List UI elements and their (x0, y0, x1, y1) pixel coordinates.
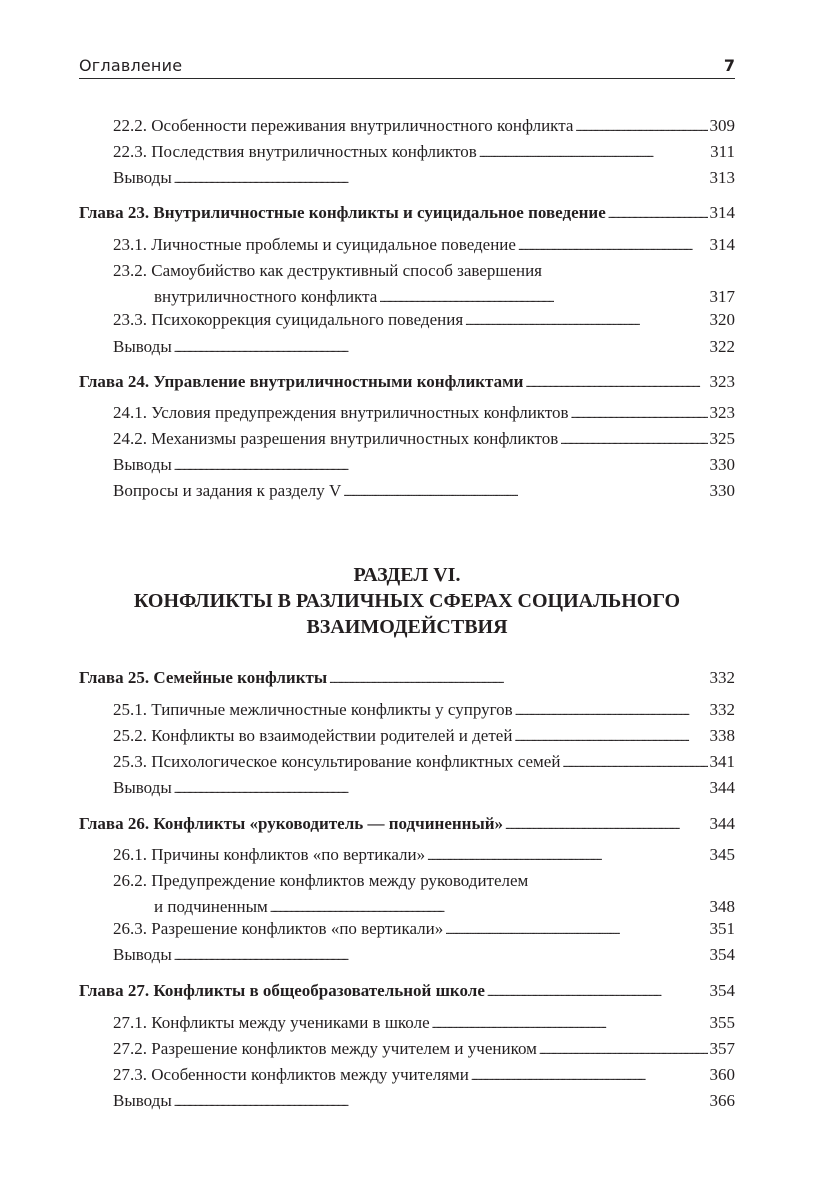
toc-entry (113, 699, 735, 723)
toc-entry-page: 313 (709, 168, 735, 187)
toc-entry-title: 25.3. Психологическое консультирование конфликтных семей (113, 752, 561, 771)
toc-entry-title-continued: и подчиненным (154, 897, 268, 916)
toc-entry-page: 309 (709, 116, 735, 135)
dot-leader (329, 669, 707, 691)
toc-entry-title: Вопросы и задания к разделу V (113, 481, 342, 500)
toc-chapter (79, 371, 735, 395)
running-head-title: Оглавление (79, 56, 183, 75)
toc-entry (113, 309, 735, 333)
toc-entry (113, 234, 735, 258)
toc-entry-title: 27.2. Разрешение конфликтов между учителем и учеником (113, 1039, 537, 1058)
toc-entry-page: 330 (709, 455, 735, 474)
toc-chapter-title: Глава 27. Конфликты в общеобразовательной школе (79, 981, 485, 1000)
dot-leader (174, 946, 708, 968)
toc-entry-page: 344 (709, 778, 735, 797)
toc-entry-page: 355 (709, 1013, 735, 1032)
toc-entry-two-line (113, 260, 735, 310)
toc-entry (113, 336, 735, 360)
dot-leader (343, 482, 707, 504)
toc-entry-page: 320 (709, 310, 735, 329)
section-title (79, 562, 735, 640)
dot-leader (562, 753, 707, 775)
toc-entry-page: 348 (709, 897, 735, 916)
toc-entry-title: 27.1. Конфликты между учениками в школе (113, 1013, 430, 1032)
toc-entry-page: 314 (709, 235, 735, 254)
toc-entry-title: 25.2. Конфликты во взаимодействии родителей и детей (113, 726, 513, 745)
toc-entry-page: 338 (709, 726, 735, 745)
toc-entry-page: 354 (709, 981, 735, 1000)
dot-leader (174, 338, 708, 360)
page-number: 7 (723, 56, 735, 75)
toc-entry-page: 330 (709, 481, 735, 500)
section-title-line: ВЗАИМОДЕЙСТВИЯ (306, 616, 508, 638)
toc-entry-page: 332 (709, 668, 735, 687)
toc-entry (113, 141, 735, 165)
dot-leader (575, 117, 707, 139)
toc-chapter-title: Глава 23. Внутриличностные конфликты и суицидальное поведение (79, 203, 606, 222)
dot-leader (539, 1040, 708, 1062)
dot-leader (608, 204, 708, 226)
toc-entry-title: 27.3. Особенности конфликтов между учителями (113, 1065, 469, 1084)
dot-leader (465, 311, 707, 333)
toc-entry-page: 317 (709, 287, 735, 306)
toc-entry-two-line (113, 870, 735, 920)
section-title-line: КОНФЛИКТЫ В РАЗЛИЧНЫХ СФЕРАХ СОЦИАЛЬНОГО (133, 590, 681, 612)
toc-entry-page: 360 (709, 1065, 735, 1084)
dot-leader (487, 982, 708, 1004)
toc-entry-page: 325 (709, 429, 735, 448)
toc-entry-page: 332 (709, 700, 735, 719)
toc-entry-page: 323 (709, 403, 735, 422)
dot-leader (174, 1092, 708, 1114)
dot-leader (518, 236, 708, 258)
toc-entry (113, 402, 735, 426)
toc-entry-page: 344 (709, 814, 735, 833)
toc-entry-page: 314 (709, 203, 735, 222)
toc-chapter (79, 667, 735, 691)
toc-entry-title: Выводы (113, 337, 172, 356)
toc-entry-title: 26.2. Предупреждение конфликтов между руководителем (113, 871, 529, 890)
toc-entry-title: Выводы (113, 168, 172, 187)
dot-leader (515, 701, 708, 723)
toc-entry (113, 777, 735, 801)
toc-entry-title: Выводы (113, 778, 172, 797)
toc-chapter-title: Глава 24. Управление внутриличностными конфликтами (79, 372, 524, 391)
dot-leader (560, 430, 707, 452)
toc-entry (113, 844, 735, 868)
toc-entry (113, 454, 735, 478)
dot-leader (479, 143, 708, 165)
toc-entry (113, 1064, 735, 1088)
toc-entry (113, 115, 735, 139)
dot-leader (270, 898, 708, 920)
toc-entry-title: 24.2. Механизмы разрешения внутриличностных конфликтов (113, 429, 559, 448)
toc-entry-title: 23.1. Личностные проблемы и суицидальное поведение (113, 235, 516, 254)
dot-leader (571, 404, 708, 426)
toc-entry-page: 366 (709, 1091, 735, 1110)
toc-entry (113, 725, 735, 749)
toc-entry (113, 751, 735, 775)
toc-chapter (79, 813, 735, 837)
dot-leader (379, 288, 707, 310)
dot-leader (514, 727, 707, 749)
toc-chapter-title: Глава 26. Конфликты «руководитель — подчиненный» (79, 814, 504, 833)
dot-leader (525, 373, 707, 395)
dot-leader (471, 1066, 708, 1088)
dot-leader (445, 920, 707, 942)
toc-entry-title: 23.2. Самоубийство как деструктивный способ завершения (113, 261, 542, 280)
toc-entry (113, 428, 735, 452)
toc-entry-title-continued: внутриличностного конфликта (154, 287, 378, 306)
toc-entry-page: 311 (710, 142, 735, 161)
dot-leader (432, 1014, 708, 1036)
dot-leader (174, 456, 708, 478)
toc-entry-page: 322 (709, 337, 735, 356)
toc-entry (113, 1012, 735, 1036)
toc-entry-title: 25.1. Типичные межличностные конфликты у супругов (113, 700, 513, 719)
dot-leader (174, 169, 708, 191)
dot-leader (174, 779, 708, 801)
toc-entry (113, 1090, 735, 1114)
toc-entry (113, 1038, 735, 1062)
toc-entry-page: 323 (709, 372, 735, 391)
toc-entry (113, 918, 735, 942)
toc-entry-title: Выводы (113, 945, 172, 964)
toc-entry-page: 345 (709, 845, 735, 864)
toc-entry-title: 23.3. Психокоррекция суицидального поведения (113, 310, 464, 329)
toc-entry (113, 944, 735, 968)
toc-entry-title: 26.3. Разрешение конфликтов «по вертикали» (113, 919, 444, 938)
toc-entry (113, 167, 735, 191)
toc-entry-title: Выводы (113, 1091, 172, 1110)
toc-entry-title: 22.3. Последствия внутриличностных конфликтов (113, 142, 477, 161)
toc-entry-title: 22.2. Особенности переживания внутриличностного конфликта (113, 116, 574, 135)
dot-leader (505, 815, 707, 837)
section-title-line: РАЗДЕЛ VI. (353, 564, 461, 586)
toc-entry-page: 341 (709, 752, 735, 771)
toc-entry-title: Выводы (113, 455, 172, 474)
toc-entry-title: 26.1. Причины конфликтов «по вертикали» (113, 845, 426, 864)
toc-entry-page: 357 (709, 1039, 735, 1058)
toc-chapter (79, 980, 735, 1004)
toc-entry-title: 24.1. Условия предупреждения внутриличностных конфликтов (113, 403, 569, 422)
toc-entry-page: 351 (709, 919, 735, 938)
running-head (79, 54, 735, 79)
toc-entry (113, 480, 735, 504)
toc-chapter (79, 202, 735, 226)
toc-entry-page: 354 (709, 945, 735, 964)
toc-chapter-title: Глава 25. Семейные конфликты (79, 668, 328, 687)
dot-leader (427, 846, 707, 868)
